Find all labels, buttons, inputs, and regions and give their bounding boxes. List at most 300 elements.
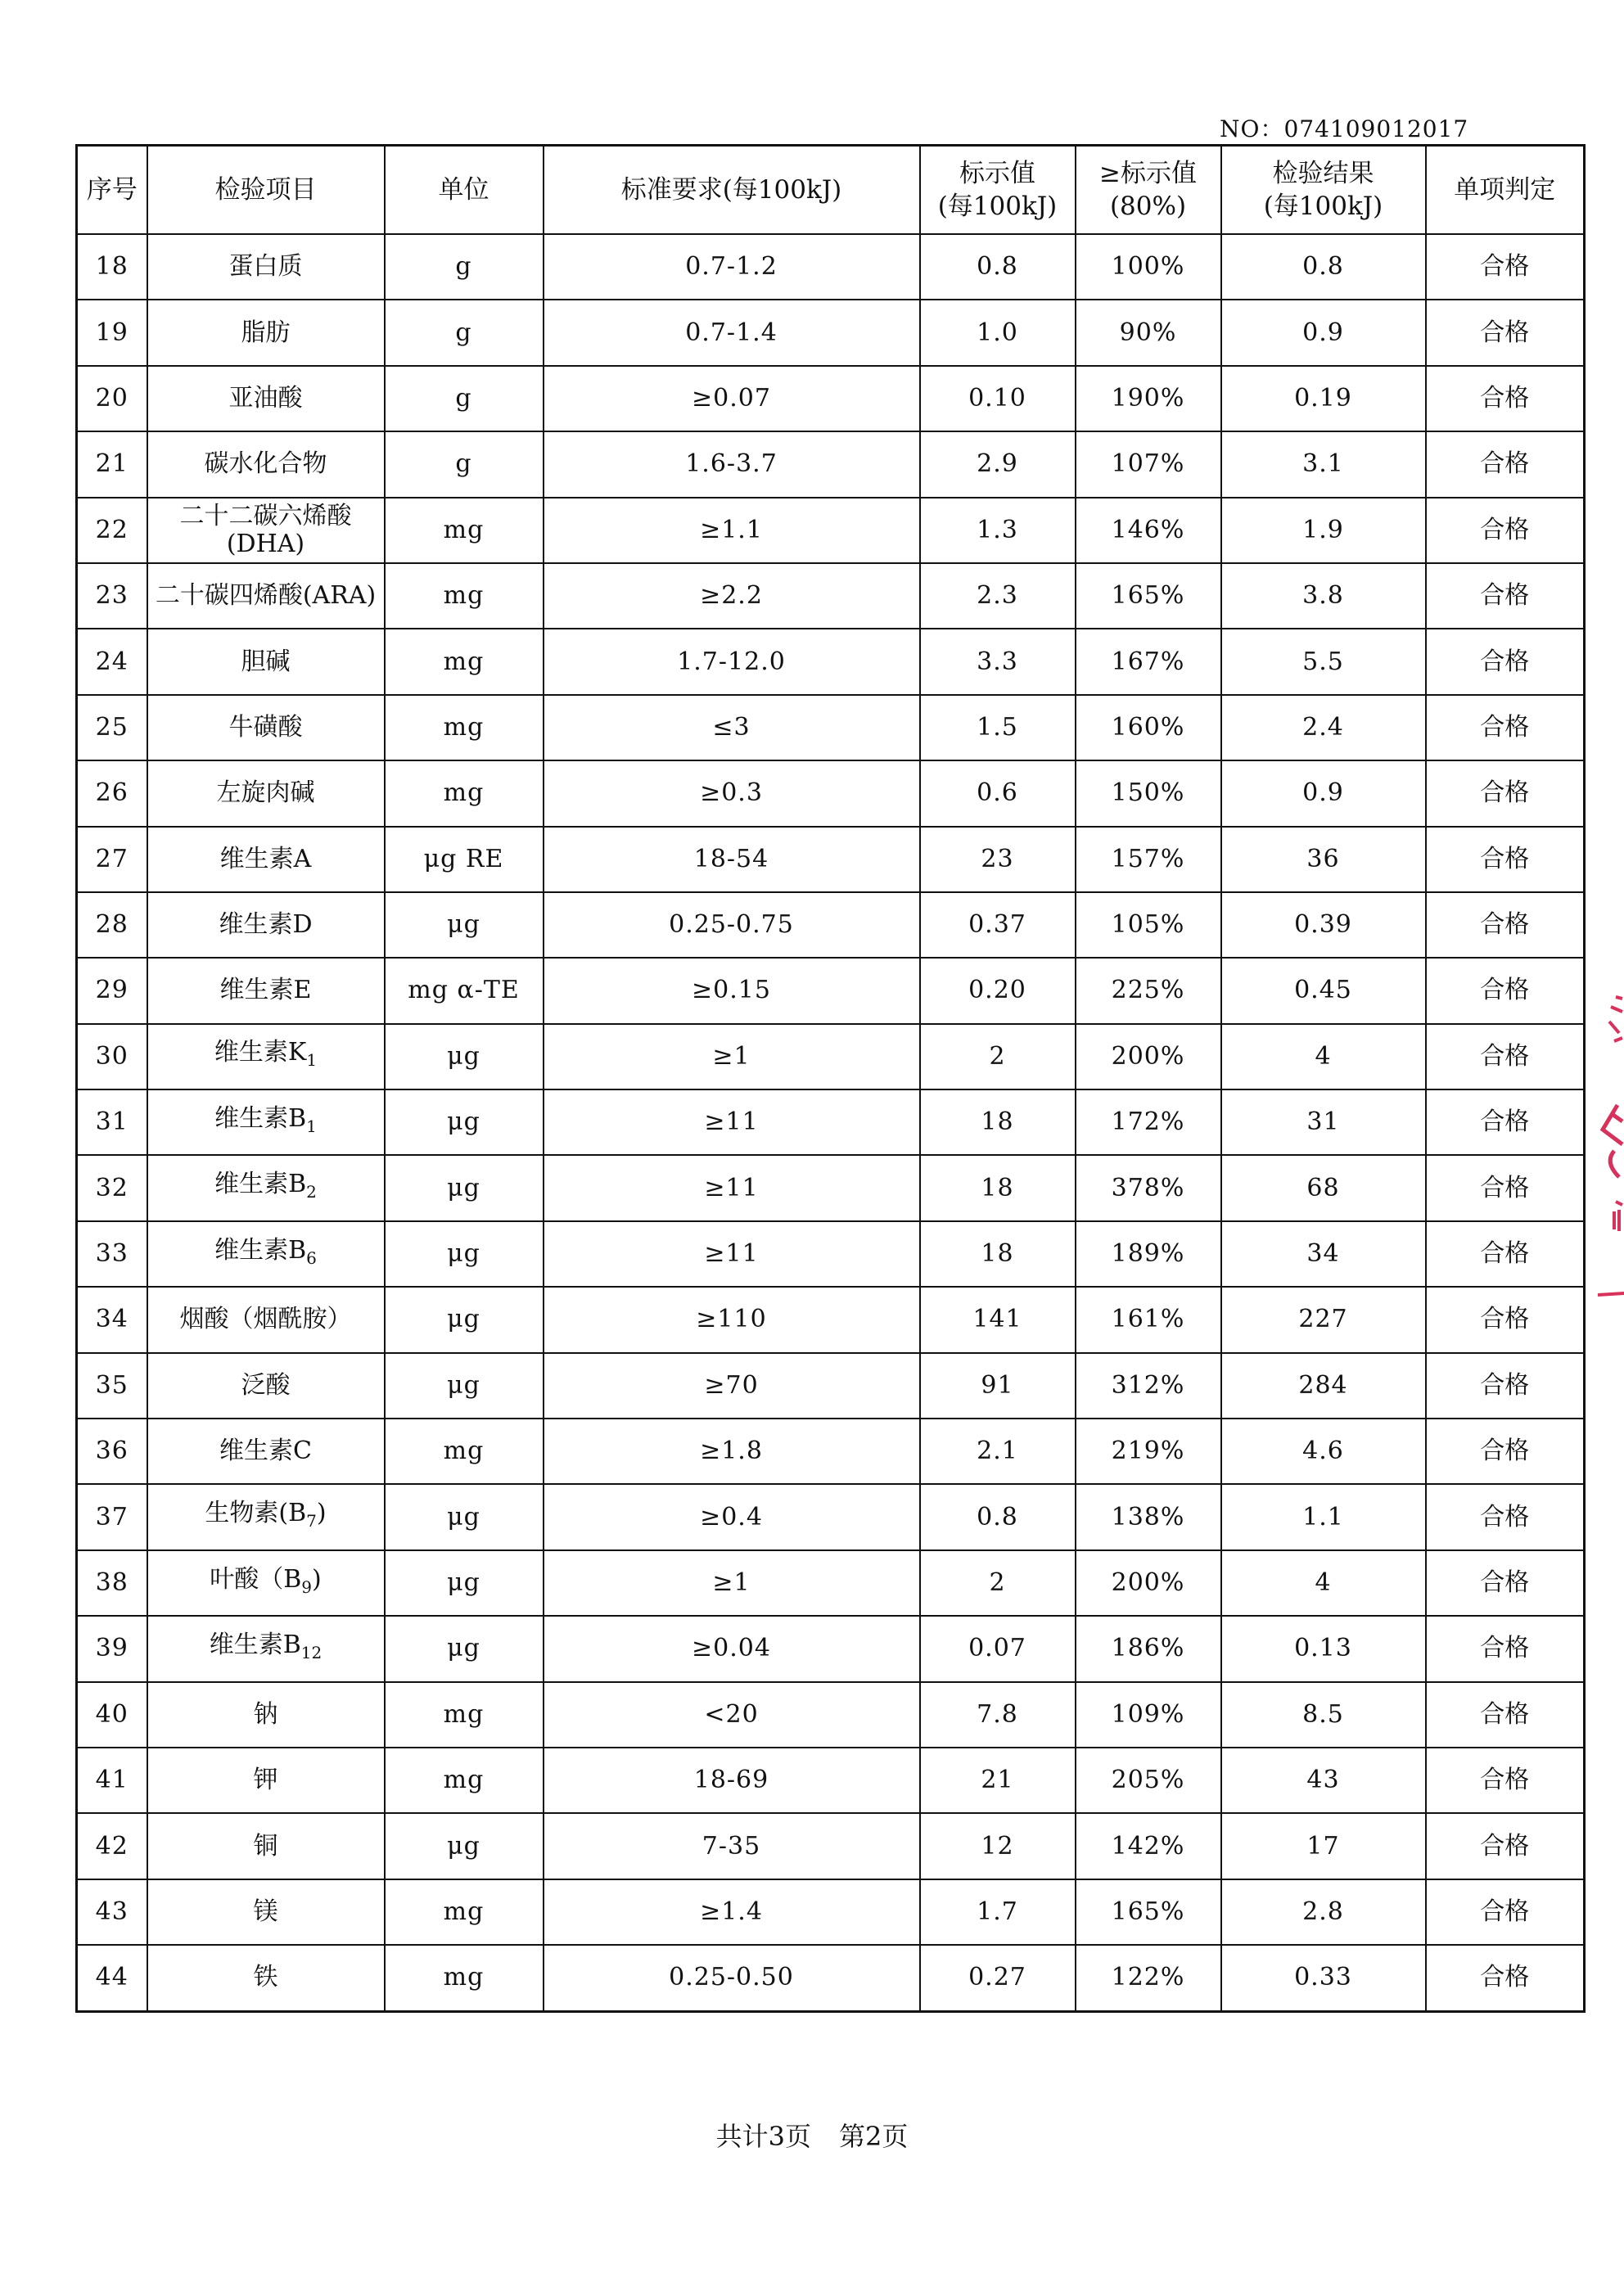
cell-pct-of-label: 190% xyxy=(1076,366,1221,431)
header-item: 检验项目 xyxy=(147,146,385,235)
cell-item xyxy=(147,695,385,760)
cell-judgement: 合格 xyxy=(1426,1616,1585,1681)
cell-standard: ≥1.4 xyxy=(544,1879,920,1945)
cell-judgement: 合格 xyxy=(1426,1484,1585,1549)
cell-judgement: 合格 xyxy=(1426,1024,1585,1089)
cell-result: 68 xyxy=(1221,1155,1426,1220)
table-row xyxy=(77,1419,1585,1484)
item-subscript: 6 xyxy=(306,1247,317,1268)
cell-seq: 25 xyxy=(77,695,147,760)
table-row xyxy=(77,958,1585,1023)
cell-pct-of-label: 109% xyxy=(1076,1682,1221,1748)
table-row xyxy=(77,1024,1585,1089)
cell-label-value: 1.3 xyxy=(920,498,1076,563)
cell-result: 5.5 xyxy=(1221,629,1426,694)
cell-result: 4.6 xyxy=(1221,1419,1426,1484)
inspection-results-table xyxy=(75,144,1586,2013)
item-name: 维生素B xyxy=(209,1630,301,1659)
cell-unit: mg xyxy=(385,1419,544,1484)
table-row xyxy=(77,1879,1585,1945)
cell-label-value: 0.8 xyxy=(920,234,1076,300)
cell-standard: 0.25-0.50 xyxy=(544,1945,920,2011)
cell-unit: mg xyxy=(385,629,544,694)
cell-label-value: 0.20 xyxy=(920,958,1076,1023)
item-name: 维生素D xyxy=(219,910,313,940)
cell-standard: ≥0.04 xyxy=(544,1616,920,1681)
table-row xyxy=(77,1089,1585,1155)
cell-judgement: 合格 xyxy=(1426,760,1585,826)
item-name: 脂肪 xyxy=(241,318,291,347)
cell-unit: μg xyxy=(385,1484,544,1549)
item-subscript: 1 xyxy=(306,1116,317,1136)
cell-unit: μg xyxy=(385,1813,544,1879)
cell-standard: ≥0.4 xyxy=(544,1484,920,1549)
cell-label-value: 18 xyxy=(920,1089,1076,1155)
cell-pct-of-label: 107% xyxy=(1076,431,1221,497)
cell-judgement: 合格 xyxy=(1426,629,1585,694)
cell-result: 2.8 xyxy=(1221,1879,1426,1945)
cell-judgement: 合格 xyxy=(1426,498,1585,563)
cell-item xyxy=(147,1813,385,1879)
cell-standard: 0.7-1.2 xyxy=(544,234,920,300)
cell-item xyxy=(147,760,385,826)
cell-unit: μg xyxy=(385,1024,544,1089)
cell-item xyxy=(147,1155,385,1220)
header-result-line2: (每100kJ) xyxy=(1263,192,1383,221)
cell-item xyxy=(147,1748,385,1813)
item-name: 胆碱 xyxy=(241,647,291,676)
cell-result: 43 xyxy=(1221,1748,1426,1813)
cell-seq: 36 xyxy=(77,1419,147,1484)
cell-pct-of-label: 225% xyxy=(1076,958,1221,1023)
cell-item xyxy=(147,234,385,300)
cell-judgement: 合格 xyxy=(1426,1813,1585,1879)
item-suffix: ) xyxy=(312,1564,322,1594)
cell-result: 2.4 xyxy=(1221,695,1426,760)
table-row xyxy=(77,431,1585,497)
cell-pct-of-label: 200% xyxy=(1076,1024,1221,1089)
header-standard: 标准要求(每100kJ) xyxy=(544,146,920,235)
cell-judgement: 合格 xyxy=(1426,1287,1585,1352)
cell-pct-of-label: 161% xyxy=(1076,1287,1221,1352)
header-seq: 序号 xyxy=(77,146,147,235)
table-row xyxy=(77,1221,1585,1287)
cell-unit: μg xyxy=(385,1550,544,1616)
cell-pct-of-label: 90% xyxy=(1076,300,1221,365)
cell-item xyxy=(147,431,385,497)
cell-label-value: 0.6 xyxy=(920,760,1076,826)
cell-pct-of-label: 138% xyxy=(1076,1484,1221,1549)
header-result xyxy=(1221,146,1426,235)
cell-seq: 30 xyxy=(77,1024,147,1089)
cell-label-value: 0.8 xyxy=(920,1484,1076,1549)
item-name: 生物素(B xyxy=(205,1499,307,1528)
cell-unit: mg xyxy=(385,695,544,760)
cell-label-value: 1.5 xyxy=(920,695,1076,760)
cell-seq: 23 xyxy=(77,563,147,629)
cell-seq: 41 xyxy=(77,1748,147,1813)
item-name: 叶酸（B xyxy=(210,1564,302,1594)
cell-result: 1.1 xyxy=(1221,1484,1426,1549)
cell-seq: 33 xyxy=(77,1221,147,1287)
item-subscript: 9 xyxy=(301,1577,313,1597)
item-subscript: 2 xyxy=(306,1182,317,1202)
item-name: 维生素K xyxy=(214,1038,307,1067)
cell-seq: 24 xyxy=(77,629,147,694)
cell-standard: ≥11 xyxy=(544,1221,920,1287)
cell-seq: 44 xyxy=(77,1945,147,2011)
table-row xyxy=(77,498,1585,563)
cell-pct-of-label: 165% xyxy=(1076,1879,1221,1945)
item-name: 钠 xyxy=(253,1699,278,1729)
table-row xyxy=(77,234,1585,300)
cell-standard: <20 xyxy=(544,1682,920,1748)
cell-unit: μg RE xyxy=(385,827,544,892)
cell-standard: ≥11 xyxy=(544,1155,920,1220)
cell-pct-of-label: 105% xyxy=(1076,892,1221,958)
cell-unit: μg xyxy=(385,1287,544,1352)
cell-judgement: 合格 xyxy=(1426,1353,1585,1419)
cell-unit: μg xyxy=(385,1616,544,1681)
cell-result: 227 xyxy=(1221,1287,1426,1352)
cell-label-value: 1.0 xyxy=(920,300,1076,365)
cell-item xyxy=(147,563,385,629)
cell-judgement: 合格 xyxy=(1426,1089,1585,1155)
cell-pct-of-label: 172% xyxy=(1076,1089,1221,1155)
cell-unit: μg xyxy=(385,1155,544,1220)
cell-pct-of-label: 189% xyxy=(1076,1221,1221,1287)
table-header-row xyxy=(77,146,1585,235)
cell-standard: 0.25-0.75 xyxy=(544,892,920,958)
cell-item xyxy=(147,1484,385,1549)
cell-result: 31 xyxy=(1221,1089,1426,1155)
cell-item xyxy=(147,629,385,694)
cell-pct-of-label: 200% xyxy=(1076,1550,1221,1616)
cell-unit: mg α-TE xyxy=(385,958,544,1023)
cell-item xyxy=(147,1089,385,1155)
item-name-line2: (DHA) xyxy=(226,529,305,558)
cell-unit: mg xyxy=(385,1682,544,1748)
cell-item xyxy=(147,1024,385,1089)
table-row xyxy=(77,629,1585,694)
item-name: 二十碳四烯酸(ARA) xyxy=(155,581,377,611)
cell-seq: 38 xyxy=(77,1550,147,1616)
cell-result: 17 xyxy=(1221,1813,1426,1879)
cell-seq: 29 xyxy=(77,958,147,1023)
header-pct-line1: ≥标示值 xyxy=(1099,159,1197,188)
table-row xyxy=(77,1287,1585,1352)
cell-seq: 32 xyxy=(77,1155,147,1220)
cell-label-value: 2.1 xyxy=(920,1419,1076,1484)
cell-unit: g xyxy=(385,431,544,497)
cell-item xyxy=(147,1945,385,2011)
cell-standard: 18-69 xyxy=(544,1748,920,1813)
cell-pct-of-label: 186% xyxy=(1076,1616,1221,1681)
cell-seq: 43 xyxy=(77,1879,147,1945)
page-footer xyxy=(0,2116,1624,2154)
cell-standard: ≤3 xyxy=(544,695,920,760)
cell-pct-of-label: 160% xyxy=(1076,695,1221,760)
item-name: 镁 xyxy=(253,1897,278,1926)
cell-unit: g xyxy=(385,300,544,365)
cell-label-value: 141 xyxy=(920,1287,1076,1352)
cell-unit: mg xyxy=(385,563,544,629)
table-row xyxy=(77,1682,1585,1748)
cell-seq: 22 xyxy=(77,498,147,563)
item-name: 泛酸 xyxy=(241,1370,291,1400)
header-label-value-line1: 标示值 xyxy=(959,159,1035,188)
cell-pct-of-label: 219% xyxy=(1076,1419,1221,1484)
cell-unit: mg xyxy=(385,498,544,563)
cell-pct-of-label: 167% xyxy=(1076,629,1221,694)
cell-label-value: 7.8 xyxy=(920,1682,1076,1748)
table-row xyxy=(77,1748,1585,1813)
cell-judgement: 合格 xyxy=(1426,1221,1585,1287)
cell-item xyxy=(147,300,385,365)
cell-seq: 42 xyxy=(77,1813,147,1879)
cell-label-value: 91 xyxy=(920,1353,1076,1419)
cell-seq: 37 xyxy=(77,1484,147,1549)
table-row xyxy=(77,1945,1585,2011)
cell-result: 0.39 xyxy=(1221,892,1426,958)
cell-item xyxy=(147,498,385,563)
cell-standard: 0.7-1.4 xyxy=(544,300,920,365)
table-row xyxy=(77,1353,1585,1419)
cell-result: 4 xyxy=(1221,1024,1426,1089)
header-pct-line2: (80%) xyxy=(1109,192,1187,221)
item-name: 铜 xyxy=(253,1831,278,1861)
cell-judgement: 合格 xyxy=(1426,1748,1585,1813)
table-row xyxy=(77,1616,1585,1681)
cell-standard: 7-35 xyxy=(544,1813,920,1879)
cell-standard: ≥1.8 xyxy=(544,1419,920,1484)
table-row xyxy=(77,827,1585,892)
cell-item xyxy=(147,892,385,958)
cell-judgement: 合格 xyxy=(1426,366,1585,431)
cell-result: 0.19 xyxy=(1221,366,1426,431)
item-name: 牛磺酸 xyxy=(228,712,303,742)
table-row xyxy=(77,366,1585,431)
item-name: 二十二碳六烯酸 xyxy=(179,501,352,530)
table-row xyxy=(77,1484,1585,1549)
cell-unit: mg xyxy=(385,1748,544,1813)
cell-result: 4 xyxy=(1221,1550,1426,1616)
item-subscript: 7 xyxy=(306,1511,317,1531)
cell-pct-of-label: 146% xyxy=(1076,498,1221,563)
cell-judgement: 合格 xyxy=(1426,234,1585,300)
cell-result: 34 xyxy=(1221,1221,1426,1287)
cell-unit: g xyxy=(385,366,544,431)
cell-seq: 40 xyxy=(77,1682,147,1748)
cell-result: 284 xyxy=(1221,1353,1426,1419)
table-row xyxy=(77,892,1585,958)
cell-result: 36 xyxy=(1221,827,1426,892)
item-name: 维生素B xyxy=(214,1235,307,1265)
cell-label-value: 21 xyxy=(920,1748,1076,1813)
header-pct-of-label xyxy=(1076,146,1221,235)
cell-judgement: 合格 xyxy=(1426,431,1585,497)
cell-item xyxy=(147,366,385,431)
report-number: NO：074109012017 xyxy=(1220,115,1469,142)
cell-seq: 34 xyxy=(77,1287,147,1352)
cell-standard: ≥1.1 xyxy=(544,498,920,563)
cell-item xyxy=(147,1682,385,1748)
cell-standard: 1.7-12.0 xyxy=(544,629,920,694)
cell-judgement: 合格 xyxy=(1426,827,1585,892)
table-row xyxy=(77,695,1585,760)
cell-label-value: 23 xyxy=(920,827,1076,892)
cell-label-value: 2 xyxy=(920,1024,1076,1089)
item-subscript: 12 xyxy=(300,1642,323,1662)
cell-judgement: 合格 xyxy=(1426,1682,1585,1748)
cell-label-value: 2.3 xyxy=(920,563,1076,629)
cell-judgement: 合格 xyxy=(1426,958,1585,1023)
cell-judgement: 合格 xyxy=(1426,1879,1585,1945)
cell-unit: mg xyxy=(385,1945,544,2011)
cell-unit: μg xyxy=(385,1221,544,1287)
red-stamp-fragment xyxy=(1586,990,1624,1301)
cell-label-value: 12 xyxy=(920,1813,1076,1879)
item-suffix: ) xyxy=(316,1499,327,1528)
cell-result: 0.8 xyxy=(1221,234,1426,300)
cell-result: 0.9 xyxy=(1221,300,1426,365)
cell-judgement: 合格 xyxy=(1426,1419,1585,1484)
current-page: 第2页 xyxy=(839,2121,909,2152)
cell-seq: 19 xyxy=(77,300,147,365)
cell-seq: 31 xyxy=(77,1089,147,1155)
cell-standard: ≥11 xyxy=(544,1089,920,1155)
cell-item xyxy=(147,1550,385,1616)
cell-standard: 1.6-3.7 xyxy=(544,431,920,497)
cell-standard: ≥1 xyxy=(544,1024,920,1089)
cell-standard: ≥0.15 xyxy=(544,958,920,1023)
item-name: 维生素A xyxy=(219,844,312,873)
cell-label-value: 18 xyxy=(920,1221,1076,1287)
item-name: 维生素B xyxy=(214,1170,307,1199)
item-name: 铁 xyxy=(253,1963,278,1992)
cell-result: 0.33 xyxy=(1221,1945,1426,2011)
item-name: 维生素B xyxy=(214,1103,307,1133)
cell-result: 0.9 xyxy=(1221,760,1426,826)
cell-standard: ≥110 xyxy=(544,1287,920,1352)
item-name: 维生素E xyxy=(219,976,312,1005)
cell-item xyxy=(147,958,385,1023)
cell-judgement: 合格 xyxy=(1426,695,1585,760)
cell-result: 8.5 xyxy=(1221,1682,1426,1748)
cell-label-value: 2 xyxy=(920,1550,1076,1616)
cell-standard: ≥70 xyxy=(544,1353,920,1419)
item-name: 碳水化合物 xyxy=(204,449,327,479)
cell-item xyxy=(147,1879,385,1945)
cell-pct-of-label: 205% xyxy=(1076,1748,1221,1813)
table-row xyxy=(77,563,1585,629)
cell-item xyxy=(147,1287,385,1352)
table-row xyxy=(77,760,1585,826)
cell-unit: g xyxy=(385,234,544,300)
item-name: 维生素C xyxy=(219,1437,312,1466)
cell-standard: ≥1 xyxy=(544,1550,920,1616)
cell-seq: 35 xyxy=(77,1353,147,1419)
cell-judgement: 合格 xyxy=(1426,1550,1585,1616)
cell-unit: mg xyxy=(385,760,544,826)
cell-label-value: 1.7 xyxy=(920,1879,1076,1945)
cell-pct-of-label: 100% xyxy=(1076,234,1221,300)
cell-seq: 20 xyxy=(77,366,147,431)
header-unit: 单位 xyxy=(385,146,544,235)
table-row xyxy=(77,1155,1585,1220)
cell-item xyxy=(147,1616,385,1681)
cell-item xyxy=(147,1353,385,1419)
cell-judgement: 合格 xyxy=(1426,892,1585,958)
table-row xyxy=(77,1813,1585,1879)
cell-label-value: 0.37 xyxy=(920,892,1076,958)
cell-result: 3.8 xyxy=(1221,563,1426,629)
cell-item xyxy=(147,827,385,892)
cell-label-value: 3.3 xyxy=(920,629,1076,694)
cell-pct-of-label: 142% xyxy=(1076,1813,1221,1879)
cell-pct-of-label: 312% xyxy=(1076,1353,1221,1419)
cell-seq: 26 xyxy=(77,760,147,826)
cell-pct-of-label: 378% xyxy=(1076,1155,1221,1220)
cell-label-value: 18 xyxy=(920,1155,1076,1220)
cell-standard: 18-54 xyxy=(544,827,920,892)
cell-seq: 28 xyxy=(77,892,147,958)
cell-item xyxy=(147,1419,385,1484)
cell-standard: ≥0.3 xyxy=(544,760,920,826)
cell-item xyxy=(147,1221,385,1287)
total-pages: 共计3页 xyxy=(715,2121,811,2152)
cell-seq: 27 xyxy=(77,827,147,892)
item-name: 烟酸（烟酰胺） xyxy=(179,1305,352,1334)
cell-result: 0.13 xyxy=(1221,1616,1426,1681)
header-judgement: 单项判定 xyxy=(1426,146,1585,235)
cell-result: 1.9 xyxy=(1221,498,1426,563)
cell-standard: ≥0.07 xyxy=(544,366,920,431)
cell-unit: μg xyxy=(385,1089,544,1155)
item-name: 亚油酸 xyxy=(228,383,303,413)
cell-judgement: 合格 xyxy=(1426,1155,1585,1220)
cell-pct-of-label: 150% xyxy=(1076,760,1221,826)
table-row xyxy=(77,300,1585,365)
cell-pct-of-label: 157% xyxy=(1076,827,1221,892)
table-row xyxy=(77,1550,1585,1616)
cell-judgement: 合格 xyxy=(1426,563,1585,629)
cell-unit: μg xyxy=(385,892,544,958)
cell-result: 0.45 xyxy=(1221,958,1426,1023)
item-subscript: 1 xyxy=(306,1050,318,1071)
cell-label-value: 0.07 xyxy=(920,1616,1076,1681)
item-name: 钾 xyxy=(253,1766,278,1795)
cell-seq: 39 xyxy=(77,1616,147,1681)
cell-label-value: 2.9 xyxy=(920,431,1076,497)
cell-seq: 21 xyxy=(77,431,147,497)
cell-unit: mg xyxy=(385,1879,544,1945)
cell-label-value: 0.27 xyxy=(920,1945,1076,2011)
header-label-value-line2: (每100kJ) xyxy=(937,192,1058,221)
cell-pct-of-label: 165% xyxy=(1076,563,1221,629)
cell-unit: μg xyxy=(385,1353,544,1419)
cell-pct-of-label: 122% xyxy=(1076,1945,1221,2011)
cell-seq: 18 xyxy=(77,234,147,300)
item-name: 左旋肉碱 xyxy=(216,778,315,808)
header-result-line1: 检验结果 xyxy=(1272,159,1374,188)
header-label-value xyxy=(920,146,1076,235)
cell-judgement: 合格 xyxy=(1426,1945,1585,2011)
cell-label-value: 0.10 xyxy=(920,366,1076,431)
item-name: 蛋白质 xyxy=(228,252,303,282)
cell-standard: ≥2.2 xyxy=(544,563,920,629)
cell-result: 3.1 xyxy=(1221,431,1426,497)
